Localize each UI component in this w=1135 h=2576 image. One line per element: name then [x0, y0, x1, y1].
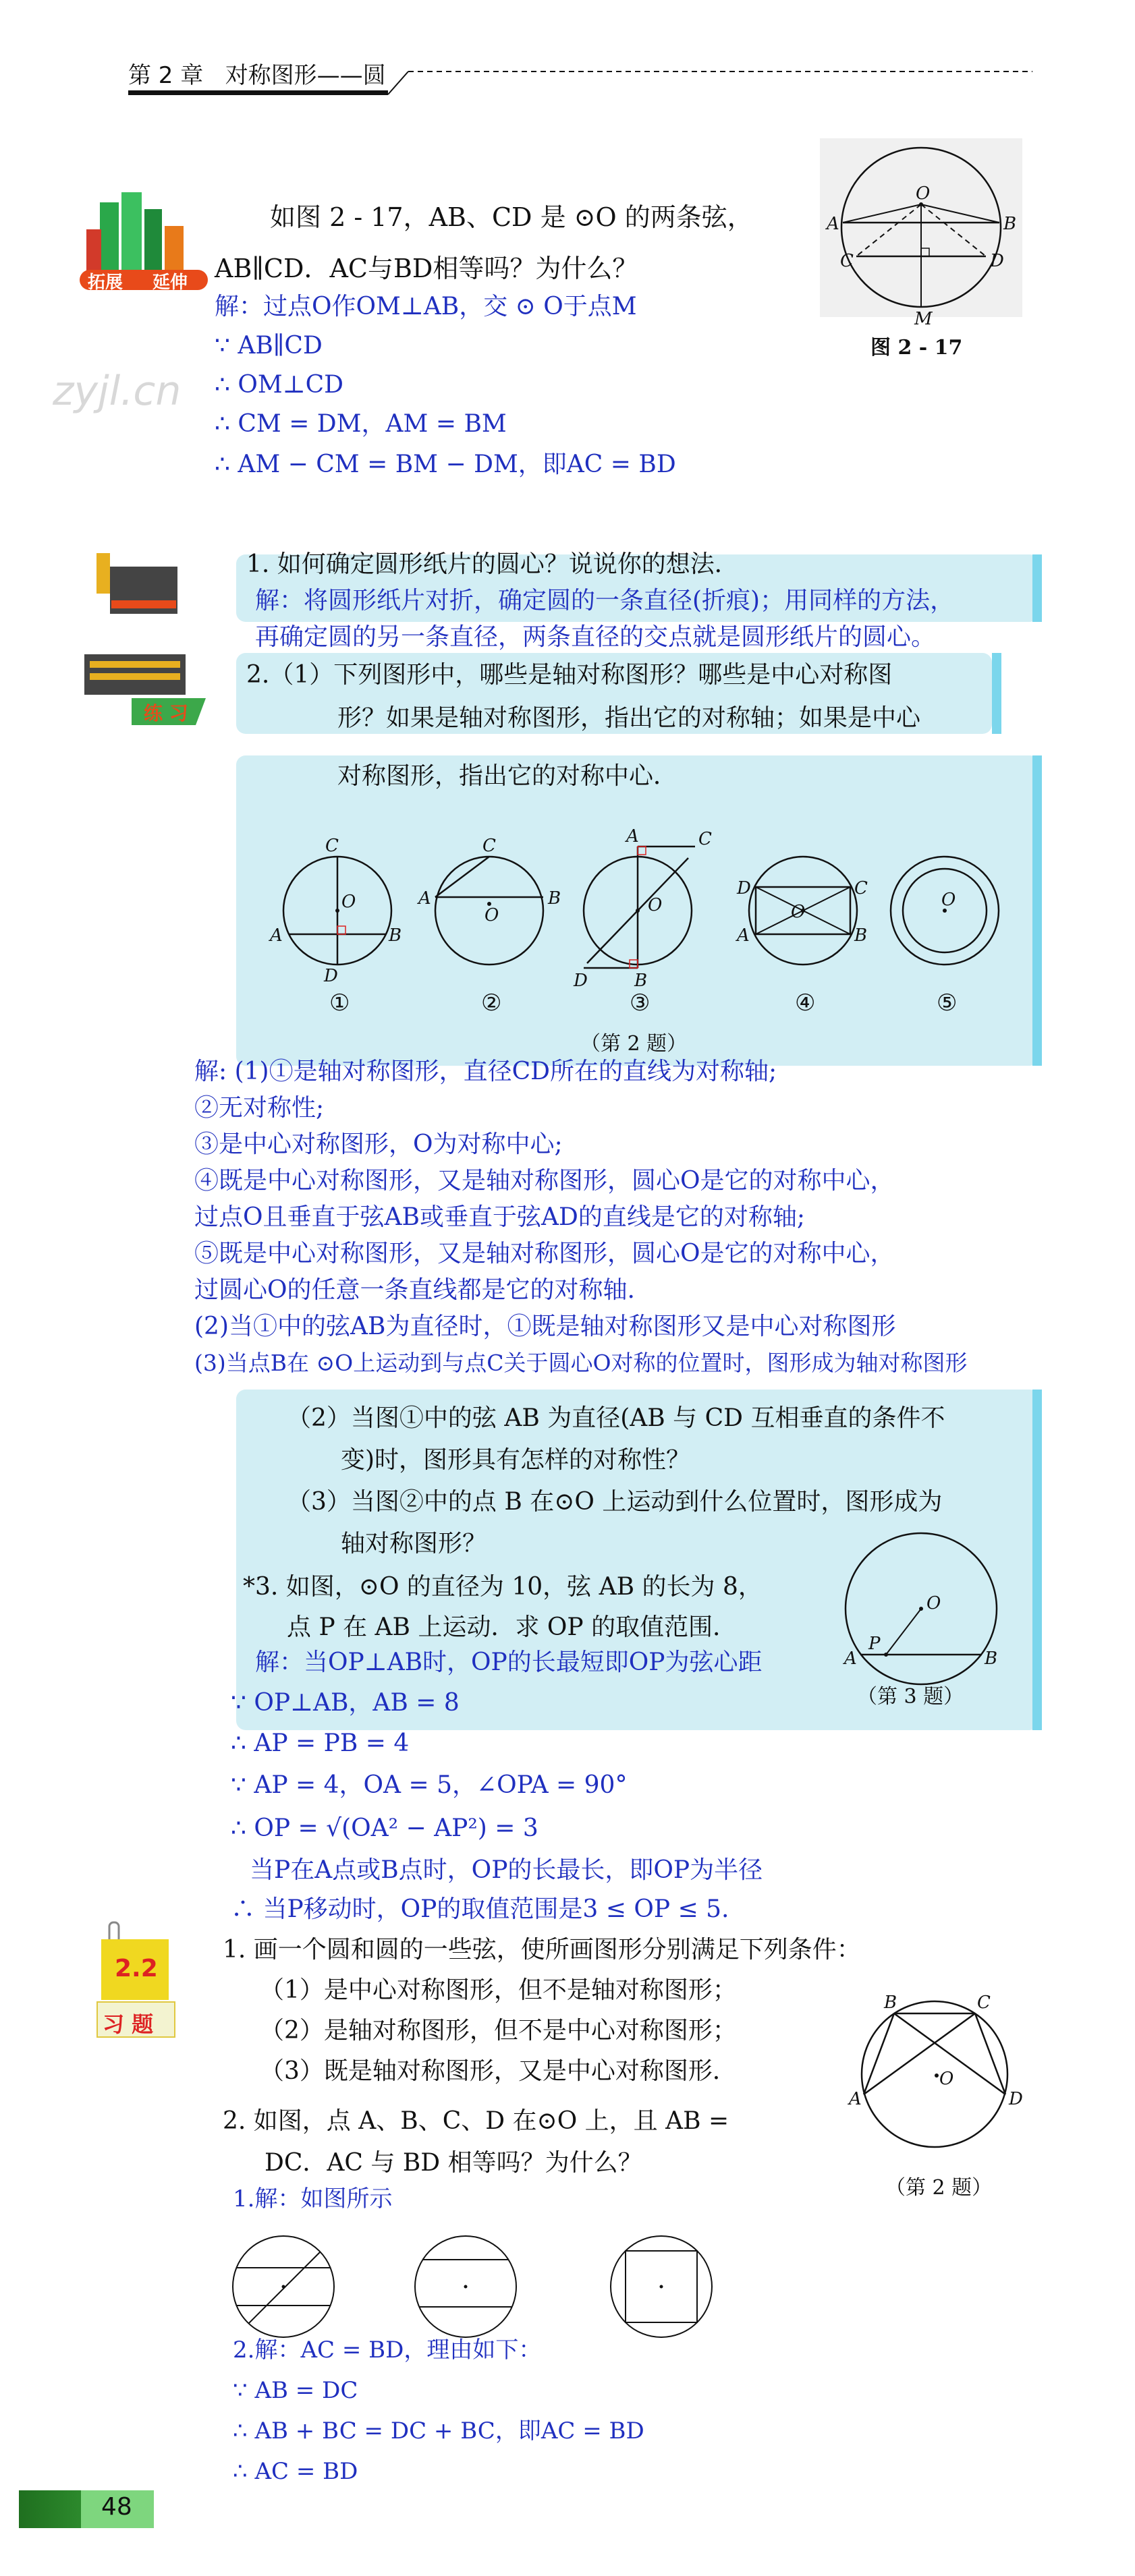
- exercises-q2-caption: （第 2 题）: [885, 2176, 993, 2200]
- fig2-label-a: A: [418, 888, 431, 909]
- sketch-3: [611, 2236, 712, 2337]
- ex2-label-o: O: [939, 2069, 954, 2089]
- exercises-q1-item1: （1）是中心对称图形，但不是轴对称图形；: [260, 1976, 737, 2004]
- practice-q3-line2: 点 P 在 AB 上运动．求 OP 的取值范围．: [287, 1613, 738, 1641]
- exercises-answer-2-line1: 2.解：AC = BD，理由如下：: [233, 2337, 542, 2364]
- header-dashed-rule: [388, 67, 1036, 97]
- extension-problem-line1: 如图 2 - 17，AB、CD 是 ⊙O 的两条弦，: [270, 202, 753, 232]
- fig4-label-d: D: [737, 878, 751, 898]
- q3-answer-line4: ∵ AP = 4，OA = 5，∠OPA = 90°: [231, 1771, 628, 1799]
- q2-figure-number-1: ①: [329, 990, 350, 1017]
- q2-figure-number-5: ⑤: [937, 990, 958, 1017]
- fig1-label-b: B: [389, 925, 402, 946]
- figure-2-17-caption: 图 2 - 17: [870, 336, 963, 360]
- practice-q2-sub-line2: 变)时，图形具有怎样的对称性？: [341, 1446, 691, 1474]
- extension-answer-line2: ∵ AB∥CD: [215, 332, 323, 360]
- q2-answer-line5: 过点O且垂直于弦AB或垂直于弦AD的直线是它的对称轴;: [194, 1203, 805, 1231]
- sketch-1: [233, 2236, 334, 2337]
- fig4-label-b: B: [854, 925, 868, 946]
- extension-badge: [73, 189, 215, 304]
- exercises-q2-figure: [843, 1986, 1026, 2162]
- fig3-label-d: D: [574, 971, 588, 991]
- page-number: 48: [101, 2493, 132, 2521]
- fig1-label-c: C: [325, 836, 339, 856]
- q2-figure-2: [417, 836, 561, 965]
- q2-figure-3: [573, 826, 712, 991]
- q3-answer-line6: 当P在A点或B点时，OP的长最长，即OP为半径: [250, 1856, 763, 1884]
- exercises-badge-text: 习 题: [103, 2011, 154, 2037]
- ex2-label-d: D: [1009, 2089, 1023, 2109]
- fig3-label-c: C: [698, 829, 712, 849]
- practice-q1-answer-line1: 解：将圆形纸片对折，确定圆的一条直径(折痕)；用同样的方法，: [255, 587, 955, 614]
- fig4-label-c: C: [854, 878, 868, 898]
- q3-answer-line1: 解：当OP⊥AB时，OP的长最短即OP为弦心距: [255, 1649, 763, 1676]
- fig2-label-o: O: [485, 905, 499, 925]
- practice-q2-line1: 2.（1）下列图形中，哪些是轴对称图形？哪些是中心对称图: [246, 661, 893, 689]
- q3-label-o: O: [926, 1593, 941, 1613]
- exercises-answer-1: 1.解：如图所示: [233, 2185, 393, 2212]
- q2-answer-line6: ⑤既是中心对称图形，又是轴对称图形，圆心O是它的对称中心，: [194, 1240, 895, 1267]
- fig1-label-a: A: [270, 925, 283, 946]
- exercises-q1-item3: （3）既是轴对称图形，又是中心对称图形．: [260, 2057, 737, 2085]
- practice-q2-line3: 对称图形，指出它的对称中心．: [337, 762, 678, 790]
- practice-panel-edge-bottom: [1032, 1390, 1042, 1730]
- q2-answer-line2: ②无对称性;: [194, 1094, 325, 1122]
- fig217-label-b: B: [1003, 214, 1017, 234]
- fig2-label-c: C: [482, 836, 496, 856]
- q2-answer-line9: (3)当点B在 ⊙O上运动到与点C关于圆心O对称的位置时，图形成为轴对称图形: [194, 1350, 968, 1376]
- practice-q1: 1. 如何确定圆形纸片的圆心？说说你的想法．: [246, 550, 739, 578]
- fig5-label-o: O: [941, 890, 956, 910]
- extension-answer-line4: ∴ CM = DM，AM = BM: [215, 410, 507, 438]
- q2-answer-line8: (2)当①中的弦AB为直径时，①既是轴对称图形又是中心对称图形: [194, 1313, 896, 1340]
- fig217-label-m: M: [914, 309, 933, 329]
- exercises-q2-line1: 2. 如图，点 A、B、C、D 在⊙O 上，且 AB =: [223, 2107, 729, 2135]
- figure-2-17: [820, 138, 1022, 329]
- exercises-q1: 1. 画一个圆和圆的一些弦，使所画图形分别满足下列条件：: [223, 1936, 861, 1964]
- exercises-q2-line2: DC．AC 与 BD 相等吗？为什么？: [265, 2149, 642, 2177]
- q2-figure-1: [269, 836, 402, 986]
- fig4-label-o: O: [791, 902, 806, 922]
- exercises-q1-item2: （2）是轴对称图形，但不是中心对称图形；: [260, 2017, 737, 2044]
- extension-answer-line1: 解：过点O作OM⊥AB，交 ⊙ O于点M: [215, 293, 637, 320]
- chapter-number: 第 2 章: [128, 62, 204, 89]
- ex2-label-c: C: [977, 1993, 991, 2013]
- watermark: zyjl.cn: [53, 368, 182, 415]
- fig1-label-d: D: [324, 966, 338, 986]
- extension-problem-line2: AB∥CD．AC与BD相等吗？为什么？: [215, 254, 638, 283]
- practice-q3-line1: *3. 如图，⊙O 的直径为 10，弦 AB 的长为 8，: [243, 1573, 763, 1601]
- q3-answer-line3: ∴ AP = PB = 4: [231, 1729, 410, 1757]
- practice-panel-edge-top: [1032, 554, 1042, 622]
- chapter-header: [128, 57, 386, 90]
- practice-q2-sub-line1: （2）当图①中的弦 AB 为直径(AB 与 CD 互相垂直的条件不: [287, 1404, 945, 1432]
- extension-badge-left: 拓展: [88, 273, 123, 293]
- q3-label-a: A: [844, 1649, 857, 1669]
- header-underline: [128, 90, 388, 95]
- exercises-answer-2-line4: ∴ AC = BD: [233, 2458, 358, 2485]
- fig3-label-a: A: [626, 826, 639, 847]
- q2-answer-line7: 过圆心O的任意一条直线都是它的对称轴.: [194, 1276, 635, 1304]
- practice-q2-caption: （第 2 题）: [580, 1032, 688, 1056]
- exercises-answer-2-line2: ∵ AB = DC: [233, 2377, 358, 2404]
- extension-answer-line3: ∴ OM⊥CD: [215, 371, 343, 399]
- practice-q2-line2: 形？如果是轴对称图形，指出它的对称轴；如果是中心: [337, 704, 921, 732]
- q2-figure-number-4: ④: [795, 990, 816, 1017]
- fig3-label-b: B: [634, 971, 648, 991]
- practice-panel-edge-figs: [1032, 755, 1042, 1066]
- q3-answer-line5: ∴ OP = √(OA² − AP²) = 3: [231, 1814, 538, 1842]
- q2-answer-line1: 解: (1)①是轴对称图形，直径CD所在的直线为对称轴;: [194, 1058, 777, 1085]
- exercises-badge-number: 2.2: [115, 1955, 158, 1982]
- q2-answer-line3: ③是中心对称图形，O为对称中心;: [194, 1130, 563, 1158]
- extension-badge-right: 延伸: [153, 273, 188, 293]
- practice-q2-sub-line3: （3）当图②中的点 B 在⊙O 上运动到什么位置时，图形成为: [287, 1488, 943, 1516]
- fig217-label-a: A: [827, 214, 839, 234]
- practice-q3-caption: （第 3 题）: [857, 1685, 964, 1709]
- practice-badge-icon: [71, 553, 213, 725]
- extension-answer-line5: ∴ AM − CM = BM − DM，即AC = BD: [215, 451, 676, 478]
- practice-panel-edge-mid: [992, 653, 1001, 734]
- fig217-label-d: D: [990, 251, 1004, 271]
- q3-answer-line2: ∵ OP⊥AB，AB = 8: [231, 1689, 460, 1717]
- practice-badge-text: 练 习: [144, 702, 188, 724]
- practice-q2-sub-line4: 轴对称图形？: [341, 1530, 487, 1557]
- practice-q3-figure: [820, 1521, 1022, 1703]
- q2-figure-4: [736, 857, 868, 965]
- q3-label-b: B: [985, 1649, 998, 1669]
- practice-q1-answer-line2: 再确定圆的另一条直径，两条直径的交点就是圆形纸片的圆心。: [255, 623, 936, 651]
- q3-label-p: P: [868, 1634, 881, 1654]
- fig3-label-o: O: [648, 895, 663, 915]
- exercises-answer-sketches: [223, 2226, 749, 2347]
- practice-q2-figures: [256, 809, 1026, 1012]
- ex2-label-a: A: [849, 2089, 862, 2109]
- fig1-label-o: O: [341, 892, 356, 912]
- exercises-answer-2-line3: ∴ AB + BC = DC + BC，即AC = BD: [233, 2417, 644, 2444]
- exercises-badge: [94, 1916, 179, 2037]
- fig217-label-o: O: [916, 183, 931, 204]
- fig4-label-a: A: [737, 925, 750, 946]
- q2-figure-number-3: ③: [630, 990, 650, 1017]
- q3-answer-line7: ∴ 当P移动时，OP的取值范围是3 ≤ OP ≤ 5.: [231, 1895, 729, 1923]
- sketch-2: [415, 2236, 516, 2337]
- q2-answer-line4: ④既是中心对称图形，又是轴对称图形，圆心O是它的对称中心，: [194, 1167, 895, 1195]
- chapter-title: 对称图形——圆: [225, 62, 386, 89]
- fig2-label-b: B: [548, 888, 561, 909]
- q2-figure-number-2: ②: [481, 990, 502, 1017]
- fig217-label-c: C: [840, 251, 854, 271]
- q2-figure-5: [891, 857, 999, 965]
- ex2-label-b: B: [884, 1993, 897, 2013]
